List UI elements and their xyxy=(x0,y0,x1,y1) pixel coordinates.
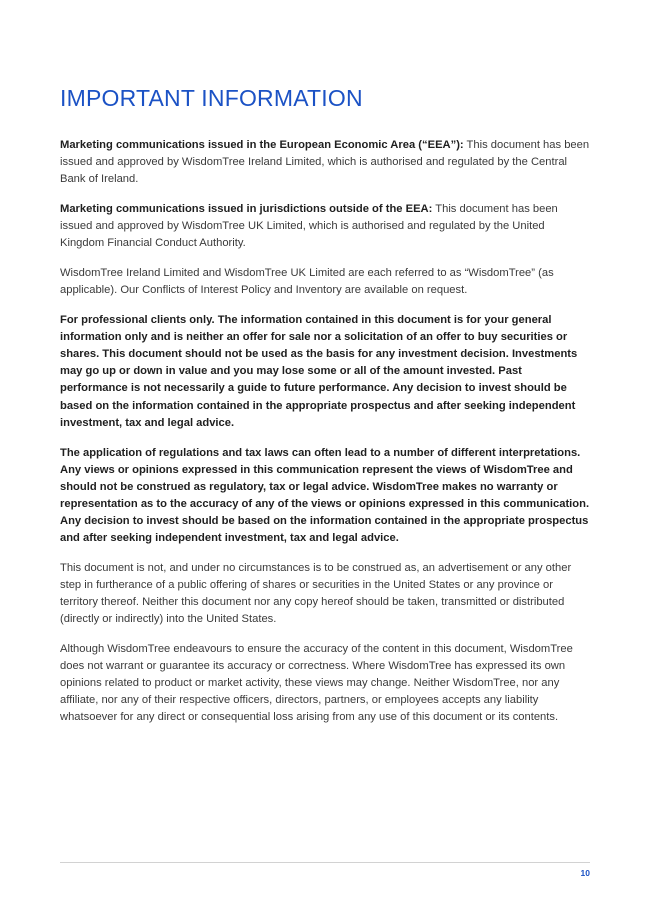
paragraph: This document is not, and under no circumstances is to be construed as, an advertisement or any other step in furtherance of a public offering of shares or securities in the United States or any province or territory thereof. Neither this document nor any copy hereof should be taken, transmitted or distributed (directly or indirectly) into the United States. xyxy=(60,561,572,625)
paragraph-lead: Marketing communications issued in the European Economic Area (“EEA”): xyxy=(60,139,464,152)
page-content xyxy=(60,86,590,739)
paragraph: Although WisdomTree endeavours to ensure the accuracy of the content in this document, WisdomTree does not warrant or guarantee its accuracy or correctness. Where WisdomTree has expressed its own opinions related to product or market activity, these views may change. Neither WisdomTree, nor any affiliate, nor any of their respective officers, directors, partners, or employees accepts any liability whatsoever for any direct or consequential loss arising from any use of this document or its contents. xyxy=(60,642,573,723)
paragraph xyxy=(60,137,590,188)
paragraph-text: This document has been issued and approved by WisdomTree Ireland Limited, which is authorised and regulated by the Central Bank of Ireland. xyxy=(60,139,590,186)
footer-divider xyxy=(60,862,590,863)
paragraph-text: This document has been issued and approved by WisdomTree UK Limited, which is authorised and regulated by the United Kingdom Financial Conduct Authority. xyxy=(60,203,558,250)
paragraph: For professional clients only. The information contained in this document is for your general information only and is neither an offer for sale nor a solicitation of an offer to buy securities or shares. This document should not be used as the basis for any investment decision. Investments may go up or down in value and you may lose some or all of the amount invested. Past performance is not necessarily a guide to future performance. Any decision to invest should be based on the information contained in the appropriate prospectus and after seeking independent investment, tax and legal advice. xyxy=(60,314,578,429)
paragraph xyxy=(60,201,590,252)
page-title: IMPORTANT INFORMATION xyxy=(60,85,363,111)
paragraph: WisdomTree Ireland Limited and WisdomTree UK Limited are each referred to as “WisdomTree” (as applicable). Our Conflicts of Interest Policy and Inventory are available on request. xyxy=(60,267,554,297)
paragraph: The application of regulations and tax laws can often lead to a number of different interpretations. Any views or opinions expressed in this communication represent the views of WisdomTree and should not be construed as regulatory, tax or legal advice. WisdomTree makes no warranty or representation as to the accuracy of any of the views or opinions expressed in this communication. Any decision to invest should be based on the information contained in the appropriate prospectus and after seeking independent investment, tax and legal advice. xyxy=(60,446,590,544)
page-number: 10 xyxy=(580,868,590,878)
paragraph-list xyxy=(60,137,590,725)
paragraph-lead: Marketing communications issued in jurisdictions outside of the EEA: xyxy=(60,203,433,216)
